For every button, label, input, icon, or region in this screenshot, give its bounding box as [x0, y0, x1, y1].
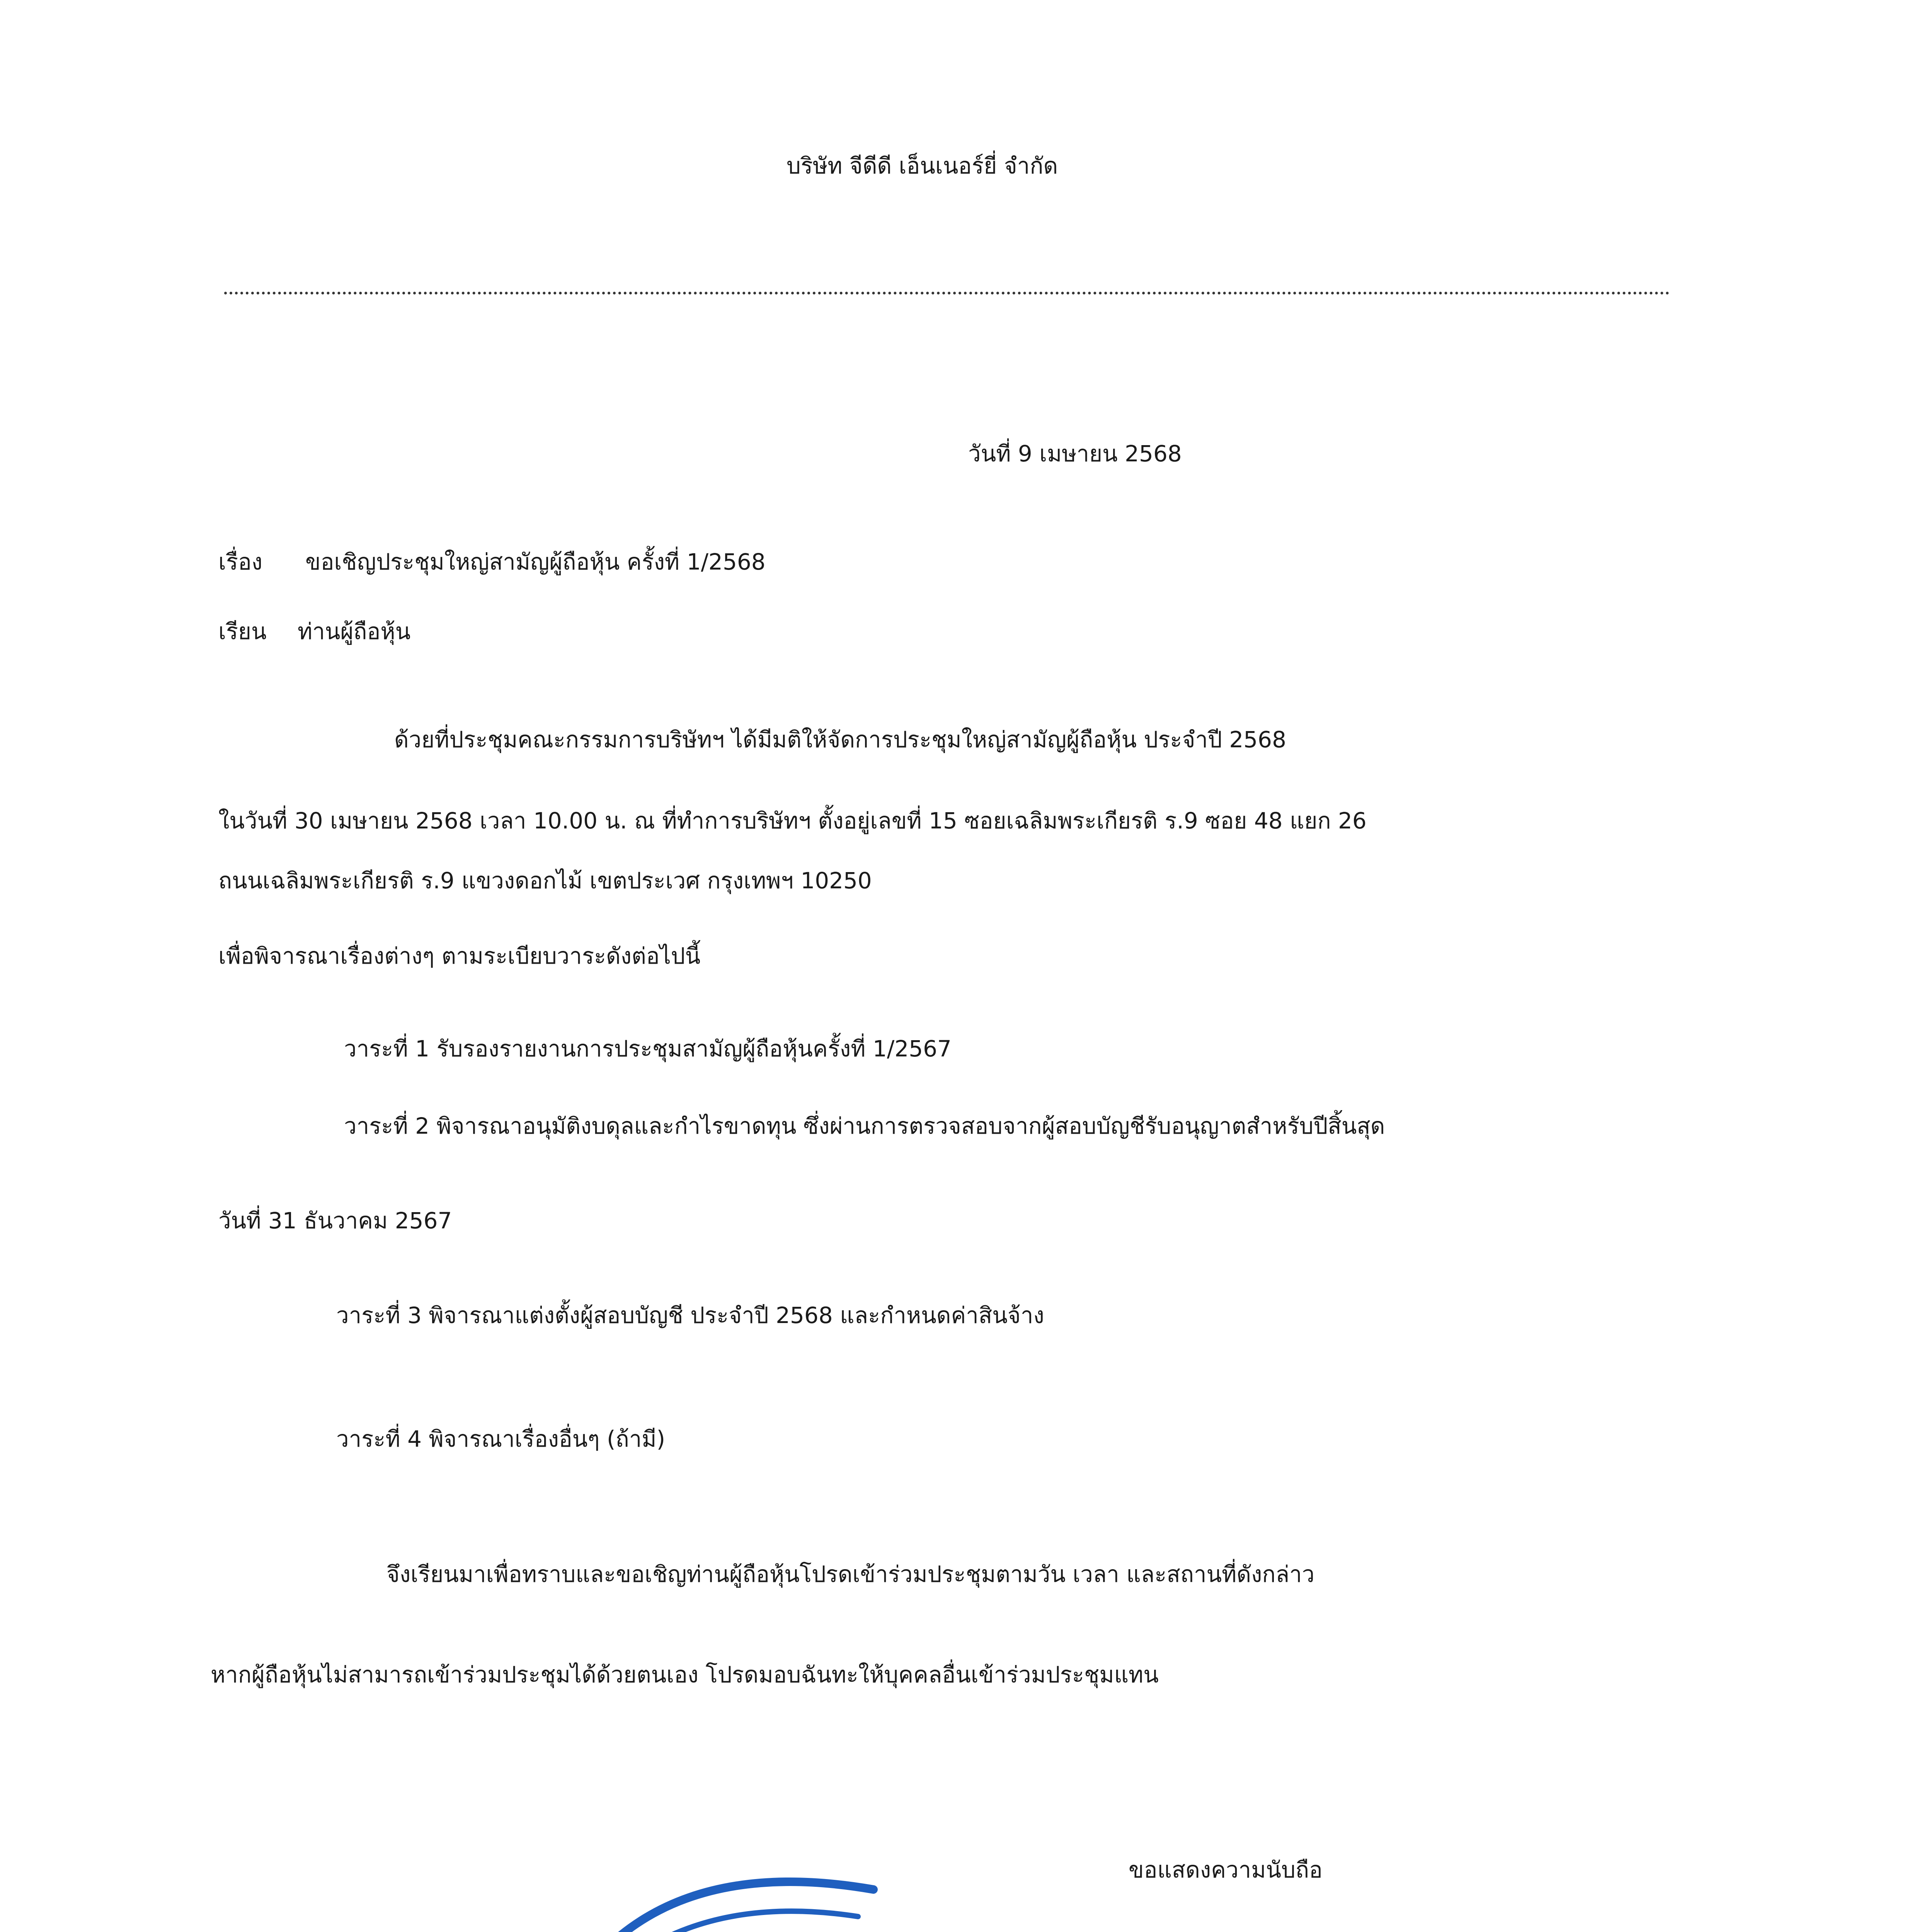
- body-intro-line-2: ในวันที่ 30 เมษายน 2568 เวลา 10.00 น. ณ ที่ทำการบริษัทฯ ตั้งอยู่เลขที่ 15 ซอยเฉลิมพระเกียรติ ร.9 ซอย 48 แยก 26: [218, 808, 1367, 834]
- closing-salutation: ขอแสดงความนับถือ: [1129, 1857, 1323, 1883]
- agenda-item-2-continuation: วันที่ 31 ธันวาคม 2567: [218, 1208, 452, 1234]
- company-logo: [580, 1835, 928, 1932]
- recipient-text: ท่านผู้ถือหุ้น: [298, 618, 411, 645]
- closing-line-1: จึงเรียนมาเพื่อทราบและขอเชิญท่านผู้ถือหุ้นโปรดเข้าร่วมประชุมตามวัน เวลา และสถานที่ดังกล่าว: [386, 1561, 1315, 1587]
- letter-date: วันที่ 9 เมษายน 2568: [968, 440, 1182, 467]
- agenda-item-4: วาระที่ 4 พิจารณาเรื่องอื่นๆ (ถ้ามี): [336, 1426, 666, 1452]
- subject-text: ขอเชิญประชุมใหญ่สามัญผู้ถือหุ้น ครั้งที่ 1/2568: [305, 549, 766, 575]
- company-name-header: บริษัท จีดีดี เอ็นเนอร์ยี่ จำกัด: [787, 153, 1058, 179]
- agenda-item-3: วาระที่ 3 พิจารณาแต่งตั้งผู้สอบบัญชี ประจำปี 2568 และกำหนดค่าสินจ้าง: [336, 1302, 1044, 1328]
- agenda-item-2: วาระที่ 2 พิจารณาอนุมัติงบดุลและกำไรขาดทุน ซึ่งผ่านการตรวจสอบจากผู้สอบบัญชีรับอนุญาตสำหรับปีสิ้นสุด: [344, 1113, 1385, 1139]
- body-intro-line-1: ด้วยที่ประชุมคณะกรรมการบริษัทฯ ได้มีมติให้จัดการประชุมใหญ่สามัญผู้ถือหุ้น ประจำปี 2568: [394, 726, 1286, 753]
- agenda-intro: เพื่อพิจารณาเรื่องต่างๆ ตามระเบียบวาระดังต่อไปนี้: [218, 943, 701, 969]
- subject-label: เรื่อง: [218, 549, 263, 575]
- body-intro-line-3: ถนนเฉลิมพระเกียรติ ร.9 แขวงดอกไม้ เขตประเวศ กรุงเทพฯ 10250: [218, 867, 872, 894]
- closing-line-2: หากผู้ถือหุ้นไม่สามารถเข้าร่วมประชุมได้ด้วยตนเอง โปรดมอบฉันทะให้บุคคลอื่นเข้าร่วมประชุมแทน: [211, 1662, 1159, 1688]
- recipient-label: เรียน: [218, 618, 267, 645]
- agenda-item-1: วาระที่ 1 รับรองรายงานการประชุมสามัญผู้ถือหุ้นครั้งที่ 1/2567: [344, 1036, 952, 1062]
- header-divider: [224, 292, 1670, 294]
